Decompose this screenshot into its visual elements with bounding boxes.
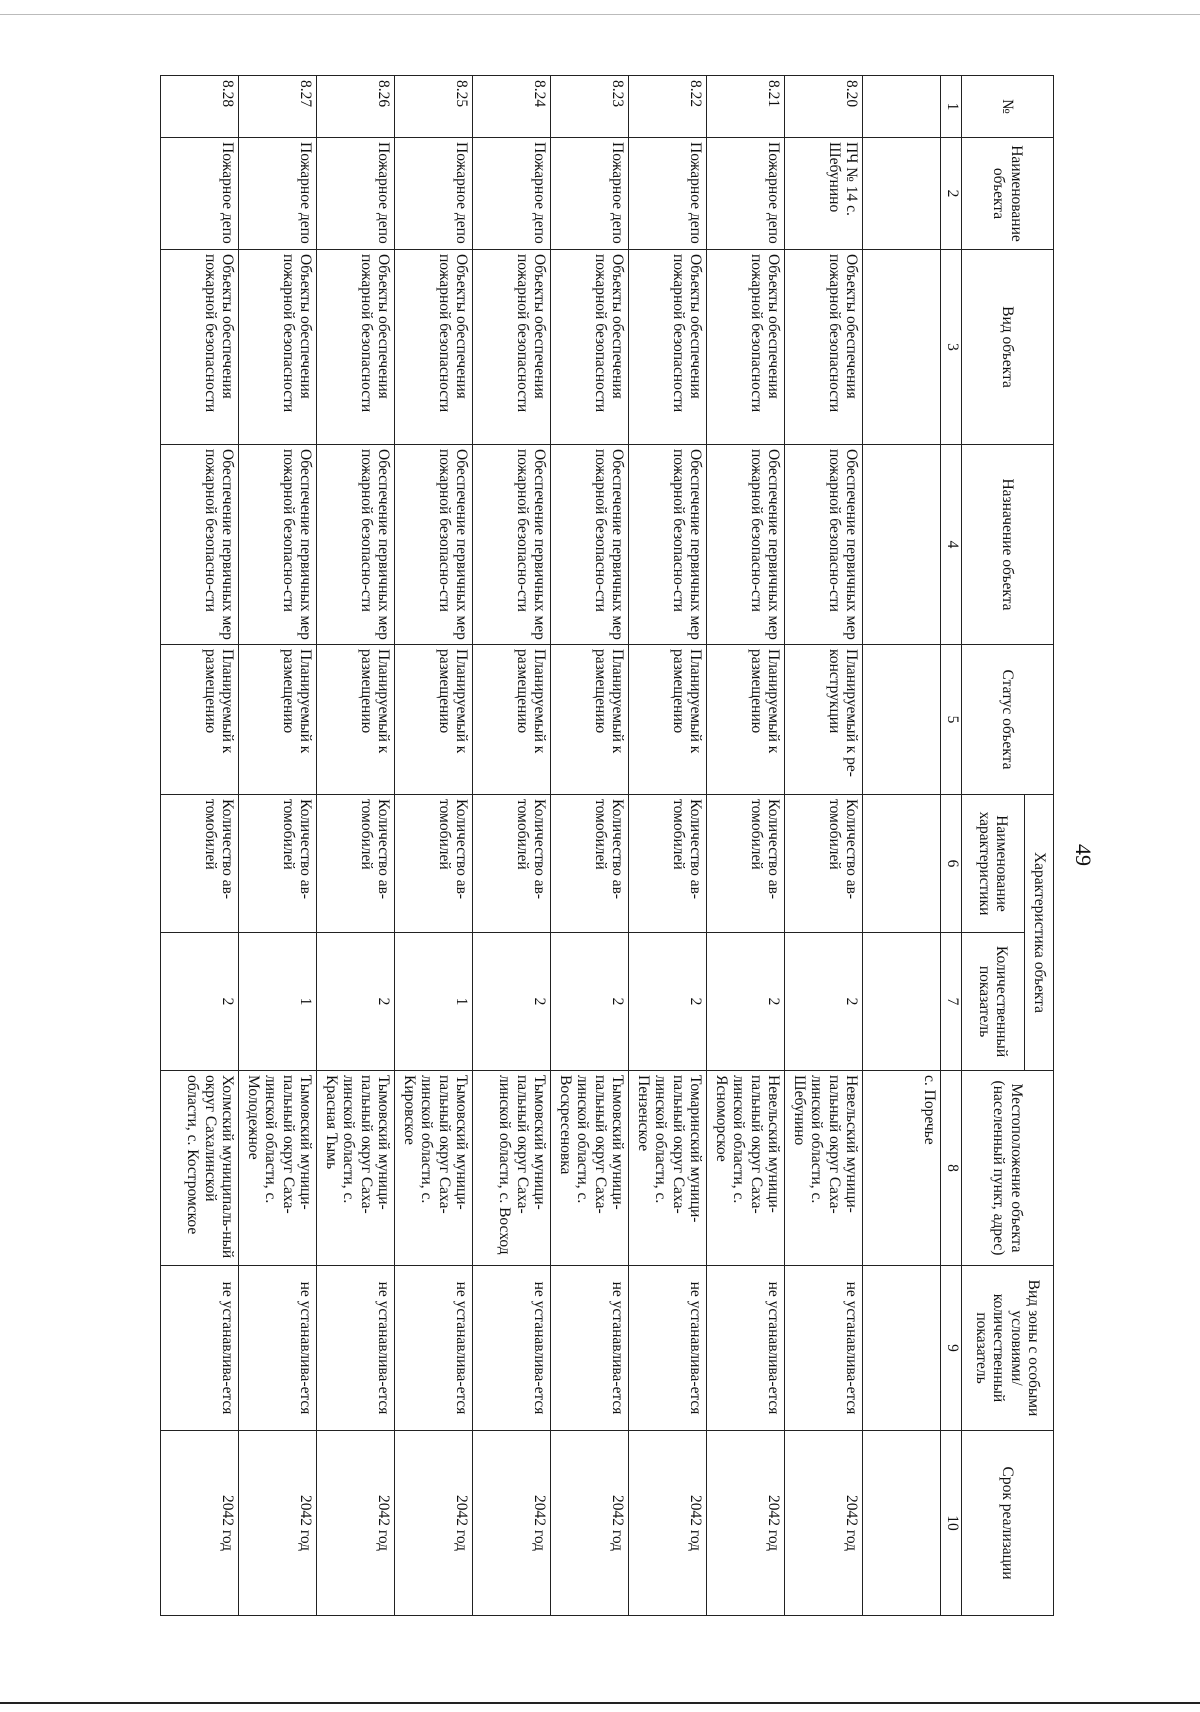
cell-char-name: Количество ав-томобилей xyxy=(629,795,707,933)
cell-term: 2042 год xyxy=(317,1431,395,1616)
cell-char-name: Количество ав-томобилей xyxy=(161,795,239,933)
scan-edge-bottom xyxy=(0,1702,1200,1704)
cell-purpose: Обеспечение первичных мер пожарной безопасно-сти xyxy=(395,445,473,645)
cell-status: Планируемый к размещению xyxy=(239,645,317,795)
cell-location: Невельский муници-пальный округ Саха-линской области, с. Шебунино xyxy=(785,1071,863,1266)
header-zone: Вид зоны с особыми условиями/ количественный показатель xyxy=(962,1266,1054,1431)
cell-kind xyxy=(863,250,941,445)
cell-kind: Объекты обеспечения пожарной безопасности xyxy=(395,250,473,445)
header-location: Местоположение объекта (населенный пункт, адрес) xyxy=(962,1071,1054,1266)
cell-zone xyxy=(863,1266,941,1431)
table-row xyxy=(863,76,941,1616)
cell-term: 2042 год xyxy=(785,1431,863,1616)
cell-kind: Объекты обеспечения пожарной безопасности xyxy=(551,250,629,445)
cell-zone: не устанавлива-ется xyxy=(785,1266,863,1431)
cell-zone: не устанавлива-ется xyxy=(317,1266,395,1431)
cell-name xyxy=(863,138,941,250)
scan-edge-top xyxy=(0,14,1200,15)
cell-purpose: Обеспечение первичных мер пожарной безопасно-сти xyxy=(629,445,707,645)
cell-kind: Объекты обеспечения пожарной безопасности xyxy=(161,250,239,445)
column-number: 8 xyxy=(941,1071,962,1266)
cell-status: Планируемый к размещению xyxy=(161,645,239,795)
cell-term: 2042 год xyxy=(473,1431,551,1616)
cell-no: 8.27 xyxy=(239,76,317,138)
cell-status: Планируемый к размещению xyxy=(473,645,551,795)
cell-char-value: 2 xyxy=(551,933,629,1071)
cell-no: 8.20 xyxy=(785,76,863,138)
cell-term: 2042 год xyxy=(161,1431,239,1616)
cell-term: 2042 год xyxy=(239,1431,317,1616)
table-row xyxy=(785,76,863,1616)
header-purpose: Назначение объекта xyxy=(962,445,1054,645)
cell-char-value: 1 xyxy=(239,933,317,1071)
cell-char-value xyxy=(863,933,941,1071)
cell-char-name: Количество ав-томобилей xyxy=(551,795,629,933)
cell-status: Планируемый к размещению xyxy=(395,645,473,795)
table-row xyxy=(629,76,707,1616)
cell-kind: Объекты обеспечения пожарной безопасности xyxy=(473,250,551,445)
column-number: 1 xyxy=(941,76,962,138)
cell-location: Тымовский муници-пальный округ Саха-линской области, с. Кировское xyxy=(395,1071,473,1266)
column-number: 4 xyxy=(941,445,962,645)
cell-purpose: Обеспечение первичных мер пожарной безопасно-сти xyxy=(551,445,629,645)
cell-purpose xyxy=(863,445,941,645)
cell-purpose: Обеспечение первичных мер пожарной безопасно-сти xyxy=(707,445,785,645)
cell-term: 2042 год xyxy=(629,1431,707,1616)
cell-kind: Объекты обеспечения пожарной безопасности xyxy=(785,250,863,445)
cell-purpose: Обеспечение первичных мер пожарной безопасно-сти xyxy=(239,445,317,645)
cell-char-name: Количество ав-томобилей xyxy=(707,795,785,933)
cell-location: Невельский муници-пальный округ Саха-линской области, с. Ясноморское xyxy=(707,1071,785,1266)
cell-purpose: Обеспечение первичных мер пожарной безопасно-сти xyxy=(161,445,239,645)
header-name: Наименование объекта xyxy=(962,138,1054,250)
cell-purpose: Обеспечение первичных мер пожарной безопасно-сти xyxy=(317,445,395,645)
table-container xyxy=(184,75,1054,1615)
cell-location: Холмский муниципаль-ный округ Сахалинской области, с. Костромское xyxy=(161,1071,239,1266)
cell-term: 2042 год xyxy=(395,1431,473,1616)
cell-no: 8.25 xyxy=(395,76,473,138)
cell-char-name xyxy=(863,795,941,933)
cell-no xyxy=(863,76,941,138)
cell-zone: не устанавлива-ется xyxy=(473,1266,551,1431)
cell-status: Планируемый к размещению xyxy=(707,645,785,795)
cell-status: Планируемый к размещению xyxy=(551,645,629,795)
cell-no: 8.24 xyxy=(473,76,551,138)
cell-status xyxy=(863,645,941,795)
header-row xyxy=(1025,76,1054,1616)
cell-zone: не устанавлива-ется xyxy=(161,1266,239,1431)
cell-location: с. Поречье xyxy=(863,1071,941,1266)
table-row xyxy=(317,76,395,1616)
cell-zone: не устанавлива-ется xyxy=(395,1266,473,1431)
header-kind: Вид объекта xyxy=(962,250,1054,445)
cell-status: Планируемый к размещению xyxy=(317,645,395,795)
cell-kind: Объекты обеспечения пожарной безопасности xyxy=(629,250,707,445)
cell-no: 8.28 xyxy=(161,76,239,138)
cell-name: Пожарное депо xyxy=(473,138,551,250)
cell-char-value: 2 xyxy=(785,933,863,1071)
cell-zone: не устанавлива-ется xyxy=(707,1266,785,1431)
cell-location: Томаринский муници-пальный округ Саха-линской области, с. Пензенское xyxy=(629,1071,707,1266)
cell-kind: Объекты обеспечения пожарной безопасности xyxy=(239,250,317,445)
cell-char-value: 2 xyxy=(473,933,551,1071)
cell-location: Тымовский муници-пальный округ Саха-линской области, с. Красная Тымь xyxy=(317,1071,395,1266)
table-row xyxy=(161,76,239,1616)
column-number: 5 xyxy=(941,645,962,795)
page-number: 49 xyxy=(1071,844,1096,866)
cell-name: Пожарное депо xyxy=(317,138,395,250)
cell-name: Пожарное депо xyxy=(161,138,239,250)
cell-no: 8.26 xyxy=(317,76,395,138)
column-number: 6 xyxy=(941,795,962,933)
cell-char-name: Количество ав-томобилей xyxy=(395,795,473,933)
cell-kind: Объекты обеспечения пожарной безопасности xyxy=(707,250,785,445)
table-row xyxy=(395,76,473,1616)
cell-purpose: Обеспечение первичных мер пожарной безопасно-сти xyxy=(473,445,551,645)
cell-char-value: 2 xyxy=(317,933,395,1071)
header-char-name: Наименование характеристики xyxy=(962,795,1025,933)
objects-table xyxy=(160,75,1054,1616)
table-row xyxy=(707,76,785,1616)
cell-term xyxy=(863,1431,941,1616)
cell-char-name: Количество ав-томобилей xyxy=(473,795,551,933)
cell-location: Тымовский муници-пальный округ Саха-линской области, с. Восход xyxy=(473,1071,551,1266)
cell-name: Пожарное депо xyxy=(629,138,707,250)
header-characteristics: Характеристика объекта xyxy=(1025,795,1054,1071)
cell-no: 8.23 xyxy=(551,76,629,138)
header-char-value: Количественный показатель xyxy=(962,933,1025,1071)
column-number: 9 xyxy=(941,1266,962,1431)
cell-char-value: 1 xyxy=(395,933,473,1071)
header-no: № xyxy=(962,76,1054,138)
cell-location: Тымовский муници-пальный округ Саха-линской области, с. Воскресеновка xyxy=(551,1071,629,1266)
column-number: 3 xyxy=(941,250,962,445)
cell-term: 2042 год xyxy=(551,1431,629,1616)
table-row xyxy=(239,76,317,1616)
cell-zone: не устанавлива-ется xyxy=(551,1266,629,1431)
cell-location: Тымовский муници-пальный округ Саха-линской области, с. Молодежное xyxy=(239,1071,317,1266)
cell-zone: не устанавлива-ется xyxy=(629,1266,707,1431)
cell-term: 2042 год xyxy=(707,1431,785,1616)
header-status: Статус объекта xyxy=(962,645,1054,795)
column-number: 2 xyxy=(941,138,962,250)
cell-kind: Объекты обеспечения пожарной безопасности xyxy=(317,250,395,445)
cell-name: ПЧ № 14 с. Шебунино xyxy=(785,138,863,250)
cell-char-name: Количество ав-томобилей xyxy=(317,795,395,933)
column-number: 10 xyxy=(941,1431,962,1616)
cell-no: 8.21 xyxy=(707,76,785,138)
cell-char-name: Количество ав-томобилей xyxy=(239,795,317,933)
header-term: Срок реализации xyxy=(962,1431,1054,1616)
cell-name: Пожарное депо xyxy=(707,138,785,250)
cell-name: Пожарное депо xyxy=(239,138,317,250)
cell-name: Пожарное депо xyxy=(395,138,473,250)
cell-name: Пожарное депо xyxy=(551,138,629,250)
cell-status: Планируемый к размещению xyxy=(629,645,707,795)
table-row xyxy=(551,76,629,1616)
table-row xyxy=(473,76,551,1616)
cell-char-value: 2 xyxy=(707,933,785,1071)
cell-char-value: 2 xyxy=(161,933,239,1071)
column-number: 7 xyxy=(941,933,962,1071)
cell-status: Планируемый к ре-конструкции xyxy=(785,645,863,795)
cell-zone: не устанавлива-ется xyxy=(239,1266,317,1431)
cell-char-value: 2 xyxy=(629,933,707,1071)
column-number-row xyxy=(941,76,962,1616)
cell-purpose: Обеспечение первичных мер пожарной безопасно-сти xyxy=(785,445,863,645)
cell-char-name: Количество ав-томобилей xyxy=(785,795,863,933)
cell-no: 8.22 xyxy=(629,76,707,138)
